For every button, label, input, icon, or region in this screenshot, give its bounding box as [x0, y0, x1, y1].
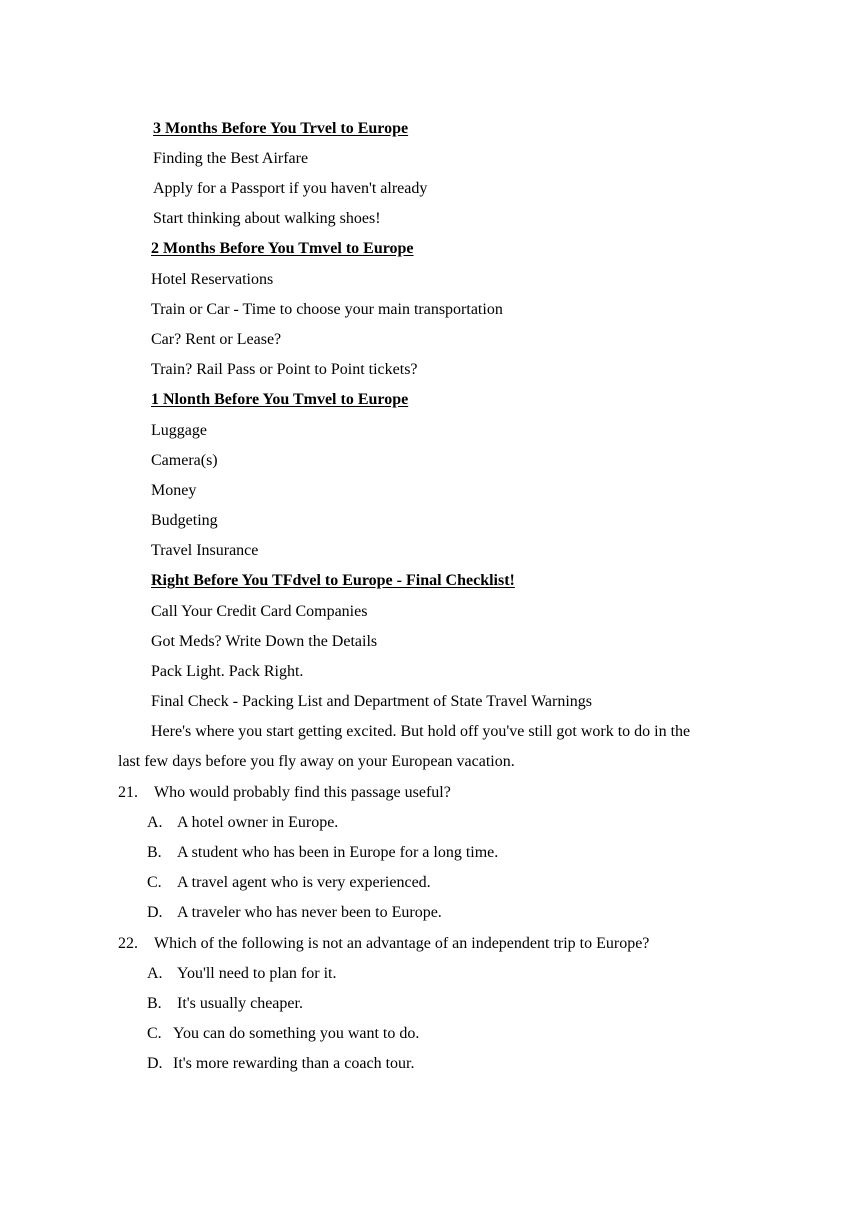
checklist-item: Travel Insurance: [151, 542, 259, 559]
answer-option: [147, 994, 303, 1014]
option-letter: A.: [147, 814, 163, 831]
option-letter: C.: [147, 1025, 162, 1042]
section-heading-3-months: 3 Months Before You Trvel to Europe: [153, 120, 409, 137]
option-text: It's more rewarding than a coach tour.: [173, 1055, 415, 1072]
checklist-item: Call Your Credit Card Companies: [151, 603, 368, 620]
checklist-item: Hotel Reservations: [151, 271, 274, 288]
checklist-item: Money: [151, 482, 197, 499]
question-text: Who would probably find this passage useful?: [154, 784, 451, 801]
paragraph-line-1: Here's where you start getting excited. But hold off you've still got work to do in the: [151, 723, 691, 740]
checklist-item: Camera(s): [151, 452, 218, 469]
option-text: It's usually cheaper.: [177, 995, 303, 1012]
checklist-item: Budgeting: [151, 512, 218, 529]
checklist-item: Luggage: [151, 422, 207, 439]
checklist-item: Start thinking about walking shoes!: [153, 210, 381, 227]
option-letter: C.: [147, 874, 162, 891]
option-letter: B.: [147, 844, 162, 861]
answer-option: [147, 843, 498, 863]
option-letter: A.: [147, 965, 163, 982]
option-letter: D.: [147, 1055, 163, 1072]
option-text: A student who has been in Europe for a long time.: [177, 844, 499, 861]
section-heading-2-months: 2 Months Before You Tmvel to Europe: [151, 240, 414, 257]
checklist-item: Car? Rent or Lease?: [151, 331, 282, 348]
option-text: A travel agent who is very experienced.: [177, 874, 431, 891]
section-heading-final-checklist: Right Before You TFdvel to Europe - Final Checklist!: [151, 572, 515, 589]
answer-option: [147, 964, 336, 984]
question-number: 21.: [118, 784, 138, 801]
answer-option: [147, 903, 442, 923]
question-number: 22.: [118, 935, 138, 952]
checklist-item: Got Meds? Write Down the Details: [151, 633, 378, 650]
option-text: A traveler who has never been to Europe.: [177, 904, 442, 921]
question-22: [118, 934, 649, 954]
checklist-item: Apply for a Passport if you haven't already: [153, 180, 428, 197]
answer-option: [147, 1054, 414, 1074]
option-text: You'll need to plan for it.: [177, 965, 337, 982]
option-letter: D.: [147, 904, 163, 921]
option-letter: B.: [147, 995, 162, 1012]
option-text: You can do something you want to do.: [173, 1025, 420, 1042]
answer-option: [147, 873, 431, 893]
section-heading-1-month: 1 Nlonth Before You Tmvel to Europe: [151, 391, 409, 408]
checklist-item: Final Check - Packing List and Department of State Travel Warnings: [151, 693, 593, 710]
question-21: [118, 783, 451, 803]
paragraph-line-2: last few days before you fly away on your European vacation.: [118, 753, 515, 770]
checklist-item: Train or Car - Time to choose your main transportation: [151, 301, 503, 318]
question-text: Which of the following is not an advantage of an independent trip to Europe?: [154, 935, 650, 952]
checklist-item: Pack Light. Pack Right.: [151, 663, 304, 680]
answer-option: [147, 1024, 419, 1044]
option-text: A hotel owner in Europe.: [177, 814, 339, 831]
checklist-item: Finding the Best Airfare: [153, 150, 309, 167]
answer-option: [147, 813, 338, 833]
checklist-item: Train? Rail Pass or Point to Point tickets?: [151, 361, 418, 378]
